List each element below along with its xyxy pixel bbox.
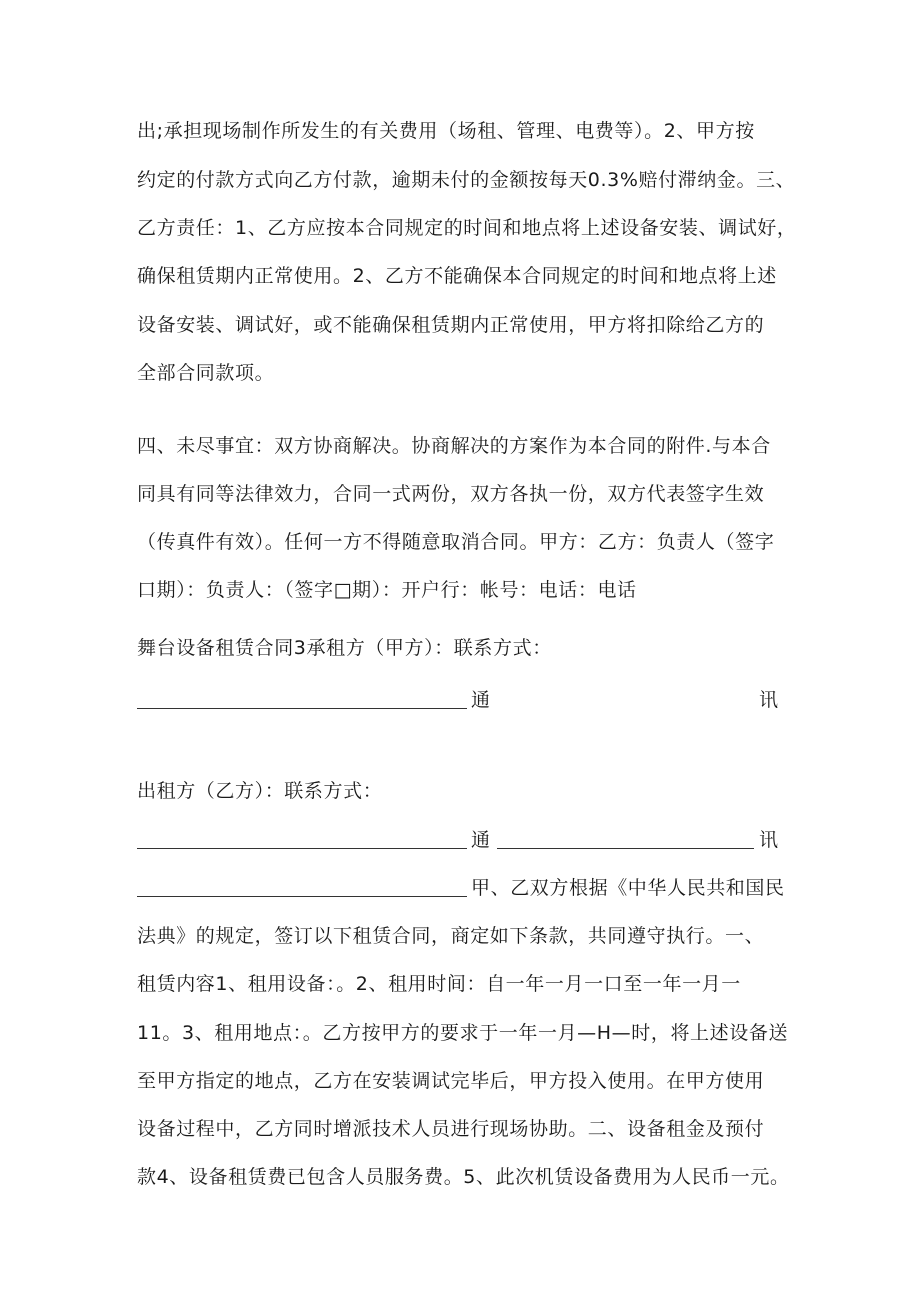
- label-tong: 通: [471, 829, 491, 851]
- lessor-contact-line: 舞台设备租赁合同3承租方（甲方）：联系方式：: [137, 637, 552, 659]
- blank-field[interactable]: [137, 690, 467, 709]
- paragraph-3-line-4: 至甲方指定的地点，乙方在安装调试完毕后，甲方投入使用。在甲方使用: [137, 1070, 765, 1092]
- paragraph-3-line-5: 设备过程中，乙方同时增派技术人员进行现场协助。二、设备租金及预付: [137, 1118, 765, 1140]
- paragraph-3-line-6: 款4、设备租赁费已包含人员服务费。5、此次机赁设备费用为人民币一元。: [137, 1166, 790, 1188]
- paragraph-1-line-6: 全部合同款项。: [137, 362, 275, 384]
- label-xun: 讯: [759, 829, 779, 851]
- paragraph-1-line-1: 出;承担现场制作所发生的有关费用（场租、管理、电费等）。2、甲方按: [137, 120, 755, 142]
- paragraph-3-line-2: 租赁内容1、租用设备：。2、租用时间：自一年一月一口至一年一月一: [137, 973, 741, 995]
- paragraph-2-line-1: 四、未尽事宜：双方协商解决。协商解决的方案作为本合同的附件.与本合: [137, 435, 771, 457]
- paragraph-3-line-3: 11。3、租用地点：。乙方按甲方的要求于一年一月—H—时，将上述设备送: [137, 1022, 789, 1044]
- blank-field[interactable]: [137, 878, 467, 897]
- paragraph-1-line-2: 约定的付款方式向乙方付款，逾期未付的金额按每天0.3%赔付滞纳金。三、: [137, 169, 796, 191]
- paragraph-1-line-3: 乙方责任：1、乙方应按本合同规定的时间和地点将上述设备安装、调试好，: [137, 217, 797, 239]
- paragraph-1-line-5: 设备安装、调试好，或不能确保租赁期内正常使用，甲方将扣除给乙方的: [137, 314, 765, 336]
- paragraph-3-line-1: 法典》的规定，签订以下租赁合同，商定如下条款，共同遵守执行。一、: [137, 925, 765, 947]
- paragraph-2-line-3: （传真件有效）。任何一方不得随意取消合同。甲方：乙方：负责人（签字: [137, 531, 775, 553]
- blank-field[interactable]: [137, 830, 467, 849]
- agreement-basis-text: 甲、乙双方根据《中华人民共和国民: [471, 877, 785, 899]
- lessee-contact-line: 出租方（乙方）：联系方式：: [137, 780, 383, 802]
- blank-field[interactable]: [497, 830, 754, 849]
- paragraph-2-line-4: 口期）：负责人：（签字□期）：开户行：帐号：电话：电话: [137, 579, 637, 601]
- label-tong: 通: [471, 689, 491, 711]
- label-xun: 讯: [759, 689, 779, 711]
- paragraph-1-line-4: 确保租赁期内正常使用。2、乙方不能确保本合同规定的时间和地点将上述: [137, 265, 777, 287]
- paragraph-2-line-2: 同具有同等法律效力，合同一式两份，双方各执一份，双方代表签字生效: [137, 483, 765, 505]
